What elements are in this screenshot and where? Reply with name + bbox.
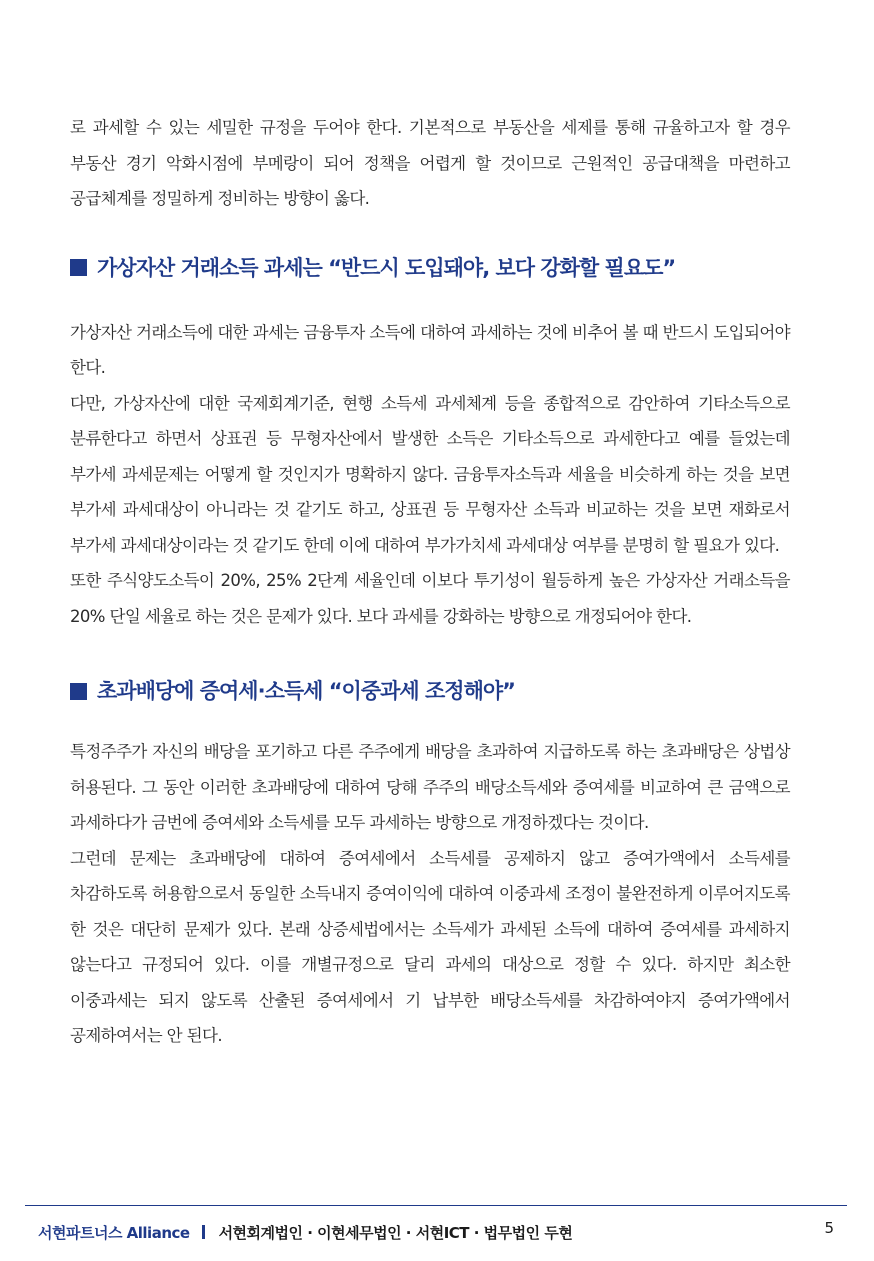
footer-separator bbox=[202, 1225, 205, 1239]
intro-paragraph: 로 과세할 수 있는 세밀한 규정을 두어야 한다. 기본적으로 부동산을 세제를 통해 규율하고자 할 경우 부동산 경기 악화시점에 부메랑이 되어 정책을 어렵게 할 것이므로 근원적인 공급대책을 마련하고 공급체계를 정밀하게 정비하는 방향이 옳다. bbox=[70, 118, 790, 208]
section-heading-text: 초과배당에 증여세·소득세 “이중과세 조정해야” bbox=[97, 679, 515, 703]
section1-paragraph: 다만, 가상자산에 대한 국제회계기준, 현행 소득세 과세체계 등을 종합적으로 감안하여 기타소득으로 분류한다고 하면서 상표권 등 무형자산에서 발생한 소득은 기타소득으로 과세한다고 예를 들었는데 부가세 과세문제는 어떻게 할 것인지가 명확하지 않다. 금융투자소득과 세율을 비슷하게 하는 것을 보면 부가세 과세대상이 아니라는 것 같기도 하고, 상표권 등 무형자산 소득과 비교하는 것을 보면 재화로서 부가세 과세대상이라는 것 같기도 한데 이에 대하여 부가가치세 과세대상 여부를 분명히 할 필요가 있다. bbox=[70, 393, 790, 555]
section-heading-text: 가상자산 거래소득 과세는 “반드시 도입돼야, 보다 강화할 필요도” bbox=[97, 255, 676, 280]
section-heading-crypto-tax bbox=[70, 253, 790, 283]
section1-paragraph: 또한 주식양도소득이 20%, 25% 2단계 세율인데 이보다 투기성이 월등하게 높은 가상자산 거래소득을 20% 단일 세율로 하는 것은 문제가 있다. 보다 과세를 강화하는 방향으로 개정되어야 한다. bbox=[70, 571, 790, 626]
section2-paragraph: 그런데 문제는 초과배당에 대하여 증여세에서 소득세를 공제하지 않고 증여가액에서 소득세를 차감하도록 허용함으로서 동일한 소득내지 증여이익에 대하여 이중과세 조정이 불완전하게 이루어지도록 한 것은 대단히 문제가 있다. 본래 상증세법에서는 소득세가 과세된 소득에 대하여 증여세를 과세하지 않는다고 규정되어 있다. 이를 개별규정으로 달리 과세의 대상으로 정할 수 있다. 하지만 최소한 이중과세는 되지 않도록 산출된 증여세에서 기 납부한 배당소득세를 차감하여야지 증여가액에서 공제하여서는 안 된다. bbox=[70, 848, 790, 1045]
square-bullet-icon bbox=[70, 683, 87, 700]
section-heading-excess-dividend bbox=[70, 676, 790, 706]
footer bbox=[38, 1220, 838, 1244]
section2-paragraph: 특정주주가 자신의 배당을 포기하고 다른 주주에게 배당을 초과하여 지급하도록 하는 초과배당은 상법상 허용된다. 그 동안 이러한 초과배당에 대하여 당해 주주의 배당소득세와 증여세를 비교하여 큰 금액으로 과세하다가 금번에 증여세와 소득세를 모두 과세하는 방향으로 개정하겠다는 것이다. bbox=[70, 742, 790, 832]
square-bullet-icon bbox=[70, 259, 87, 276]
main-content bbox=[70, 110, 790, 1054]
footer-divider bbox=[25, 1205, 847, 1206]
footer-affiliates: 서현회계법인 · 이현세무법인 · 서현ICT · 법무법인 두현 bbox=[218, 1223, 573, 1242]
section1-paragraph: 가상자산 거래소득에 대한 과세는 금융투자 소득에 대하여 과세하는 것에 비추어 볼 때 반드시 도입되어야 한다. bbox=[70, 322, 790, 377]
page-number: 5 bbox=[824, 1219, 834, 1237]
footer-brand: 서현파트너스 Alliance bbox=[38, 1223, 190, 1242]
